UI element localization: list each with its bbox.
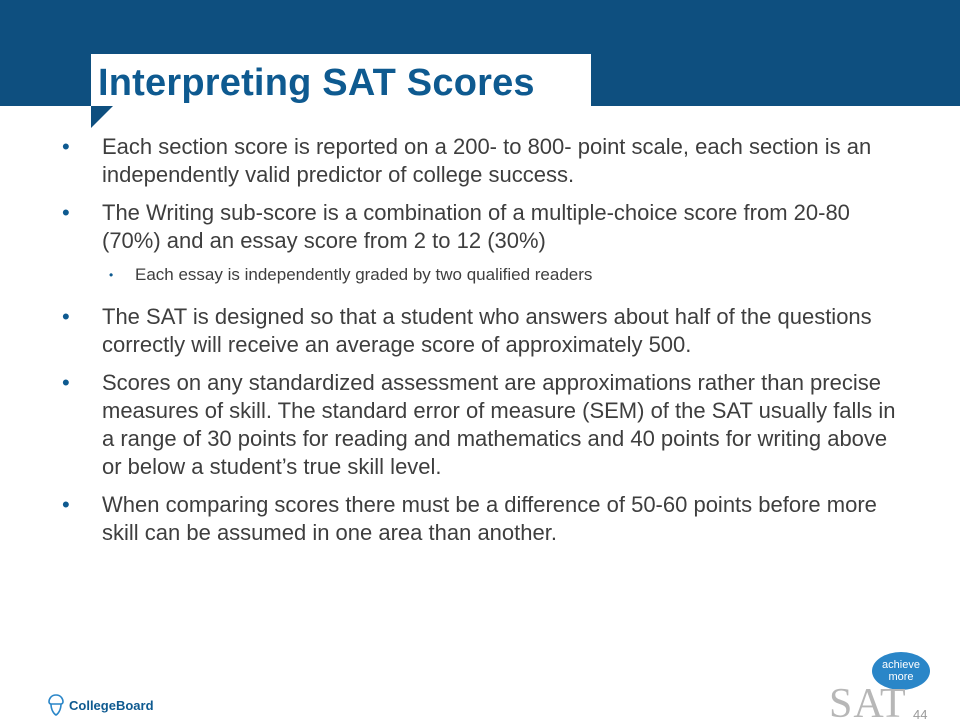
bullet-list bbox=[62, 133, 912, 557]
bullet-item bbox=[62, 303, 912, 359]
sub-bullet-marker: • bbox=[109, 268, 114, 282]
sub-bullet-item bbox=[62, 263, 912, 287]
bullet-item bbox=[62, 133, 912, 189]
page-number: 44 bbox=[913, 707, 928, 722]
title-notch bbox=[91, 106, 113, 128]
collegeboard-label: CollegeBoard bbox=[69, 697, 154, 713]
bullet-marker: • bbox=[62, 370, 70, 395]
bullet-text: When comparing scores there must be a difference of 50-60 points before more skill can be assumed in one area than another. bbox=[102, 492, 877, 545]
collegeboard-logo bbox=[47, 690, 154, 720]
bullet-item bbox=[62, 199, 912, 255]
bullet-marker: • bbox=[62, 200, 70, 225]
slide-title: Interpreting SAT Scores bbox=[98, 62, 535, 104]
bullet-marker: • bbox=[62, 134, 70, 159]
bullet-item bbox=[62, 491, 912, 547]
acorn-icon bbox=[47, 693, 65, 717]
bullet-text: The Writing sub-score is a combination of a multiple-choice score from 20-80 (70%) and an essay score from 2 to 12 (30%) bbox=[102, 200, 850, 253]
bullet-text: Scores on any standardized assessment are approximations rather than precise measures of skill. The standard error of measure (SEM) of the SAT usually falls in a range of 30 points for reading and mathematics and 40 points for writing above or below a student’s true skill level. bbox=[102, 370, 896, 479]
bullet-marker: • bbox=[62, 492, 70, 517]
more-label: more bbox=[888, 671, 914, 683]
achieve-label: achieve bbox=[882, 659, 920, 671]
bullet-marker: • bbox=[62, 304, 70, 329]
sub-bullet-text: Each essay is independently graded by two qualified readers bbox=[135, 265, 593, 284]
bullet-text: Each section score is reported on a 200- to 800- point scale, each section is an independently valid predictor of college success. bbox=[102, 134, 872, 187]
sat-logo: SAT bbox=[829, 681, 907, 727]
bullet-item bbox=[62, 369, 912, 481]
bullet-text: The SAT is designed so that a student who answers about half of the questions correctly will receive an average score of approximately 500. bbox=[102, 304, 872, 357]
